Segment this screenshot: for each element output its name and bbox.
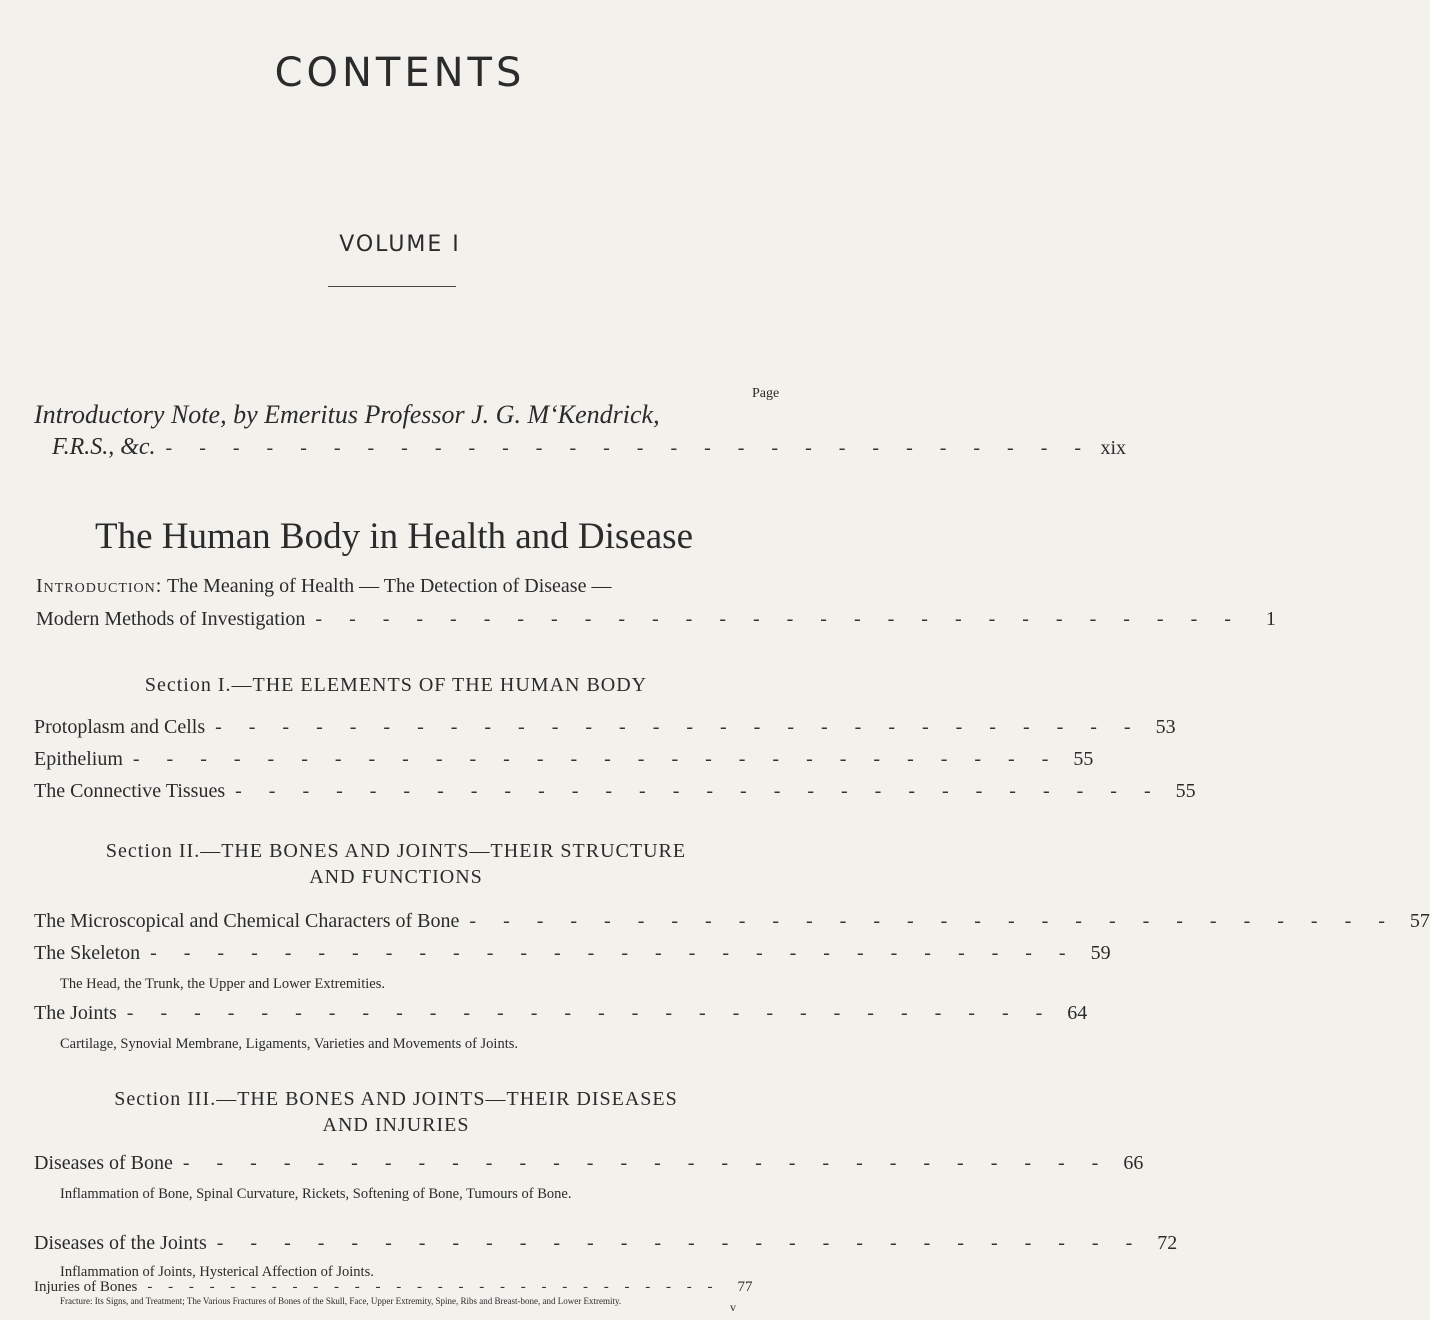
entry-subtopics: Fracture: Its Signs, and Treatment; The Various Fractures of Bones of the Skull, Face, Upper Extremity, Spine, Ribs and Breast-bone, and Lower Extremity. — [60, 1296, 622, 1306]
entry-label: The Connective Tissues — [34, 780, 226, 802]
page-column-label: Page — [752, 386, 780, 401]
entry-label: Protoplasm and Cells — [34, 716, 206, 738]
entry-label: Injuries of Bones — [34, 1279, 138, 1295]
toc-entry[interactable] — [34, 1232, 1178, 1255]
leader-dots: - - - - - - - - - - - - - - - - - - - - - - - - - - - - — [216, 1232, 1144, 1254]
leader-dots: - - - - - - - - - - - - - - - - - - - - - - - - - - - - — [132, 748, 1060, 770]
leader-dots: - - - - - - - - - - - - - - - - - - - - - - - - - - - - — [165, 437, 1093, 459]
introduction-page: 1 — [1265, 608, 1276, 630]
entry-subtopics: Inflammation of Bone, Spinal Curvature, Rickets, Softening of Bone, Tumours of Bone. — [60, 1186, 572, 1202]
introduction-line2: Modern Methods of Investigation — [36, 608, 306, 630]
introduction-label: Introduction: — [36, 575, 163, 597]
intro-note-row[interactable] — [52, 434, 1127, 461]
section3-heading-line2: AND INJURIES — [322, 1114, 470, 1136]
toc-entry[interactable] — [34, 780, 1196, 803]
intro-note-page: xix — [1100, 437, 1127, 459]
section2-heading-line1: Section II.—THE BONES AND JOINTS—THEIR STRUCTURE — [105, 840, 687, 862]
main-heading: The Human Body in Health and Disease — [94, 516, 694, 557]
introduction-text: The Meaning of Health — The Detection of Disease — — [166, 575, 612, 597]
section1-heading: Section I.—THE ELEMENTS OF THE HUMAN BODY — [144, 674, 648, 696]
toc-entry[interactable] — [34, 910, 1430, 933]
entry-label: Diseases of Bone — [34, 1152, 173, 1174]
entry-page: 64 — [1067, 1002, 1088, 1024]
toc-entry[interactable] — [34, 1152, 1144, 1175]
leader-dots: - - - - - - - - - - - - - - - - - - - - - - - - - - - - — [315, 608, 1242, 630]
entry-page: 55 — [1073, 748, 1094, 770]
entry-label: The Skeleton — [34, 942, 141, 964]
leader-dots: - - - - - - - - - - - - - - - - - - - - - - - - - - - - — [469, 910, 1396, 932]
leader-dots: - - - - - - - - - - - - - - - - - - - - - - - - - - - - — [182, 1152, 1110, 1174]
volume-heading: VOLUME I — [339, 232, 461, 257]
section2-heading-line2: AND FUNCTIONS — [309, 866, 483, 888]
leader-dots: - - - - - - - - - - - - - - - - - - - - - - - - - - - - — [235, 780, 1162, 802]
section3-heading-line1: Section III.—THE BONES AND JOINTS—THEIR DISEASES — [114, 1088, 678, 1110]
entry-label: Epithelium — [34, 748, 123, 770]
leader-dots: - - - - - - - - - - - - - - - - - - - - - - - - - - - - — [215, 716, 1142, 738]
entry-page: 57 — [1409, 910, 1430, 932]
intro-note-line2: F.R.S., &c. — [52, 434, 156, 460]
entry-page: 53 — [1155, 716, 1176, 738]
entry-page: 59 — [1090, 942, 1111, 964]
entry-page: 55 — [1175, 780, 1196, 802]
entry-label: The Microscopical and Chemical Characters of Bone — [34, 910, 460, 932]
entry-subtopics: Inflammation of Joints, Hysterical Affection of Joints. — [60, 1264, 374, 1280]
introduction-line1 — [36, 575, 611, 598]
leader-dots: - - - - - - - - - - - - - - - - - - - - - - - - - - - - — [147, 1279, 719, 1295]
toc-entry[interactable] — [34, 1279, 753, 1296]
entry-page: 77 — [737, 1279, 753, 1295]
intro-note-line1: Introductory Note, by Emeritus Professor J. G. M‘Kendrick, — [34, 400, 660, 429]
toc-entry[interactable] — [34, 748, 1094, 771]
entry-label: The Joints — [34, 1002, 117, 1024]
entry-page: 72 — [1157, 1232, 1178, 1254]
entry-subtopics: The Head, the Trunk, the Upper and Lower Extremities. — [60, 976, 385, 992]
entry-page: 66 — [1123, 1152, 1144, 1174]
leader-dots: - - - - - - - - - - - - - - - - - - - - - - - - - - - - — [126, 1002, 1054, 1024]
entry-subtopics: Cartilage, Synovial Membrane, Ligaments, Varieties and Movements of Joints. — [60, 1036, 519, 1052]
toc-entry[interactable] — [34, 1002, 1088, 1025]
toc-entry[interactable] — [34, 716, 1176, 739]
signature-mark: v — [730, 1300, 736, 1314]
leader-dots: - - - - - - - - - - - - - - - - - - - - - - - - - - - - — [150, 942, 1077, 964]
toc-entry[interactable] — [34, 942, 1111, 965]
introduction-entry[interactable] — [36, 608, 1276, 631]
page-title: CONTENTS — [274, 50, 526, 96]
divider-rule — [328, 286, 456, 287]
entry-label: Diseases of the Joints — [34, 1232, 207, 1254]
